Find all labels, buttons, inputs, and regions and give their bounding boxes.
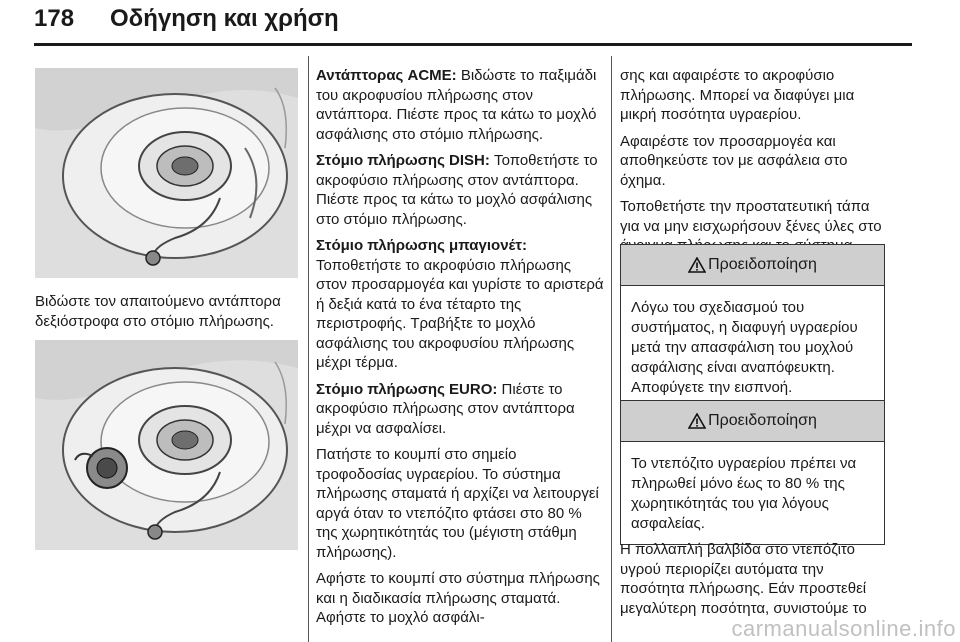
paragraph-bayonet [316, 236, 604, 373]
warning-text: Το ντεπόζιτο υγραερίου πρέπει να πληρωθεί μόνο έως το 80 % της χωρητικότητάς του για λόγους ασφαλείας. [631, 455, 857, 532]
page-header [34, 2, 914, 38]
paragraph-euro [316, 380, 604, 439]
warning-box [620, 244, 885, 409]
page-number: 178 [34, 5, 75, 32]
warning-title: Προειδοποίηση [708, 256, 817, 273]
column-divider [611, 56, 612, 642]
warning-box [620, 400, 885, 545]
paragraph-text: Βιδώστε το παξιμάδι του ακροφυσίου πλήρωσης στον αντάπτορα. Πιέστε προς τα κάτω το μοχλό ασφάλισης στο στόμιο πλήρωσης. [316, 67, 597, 143]
column-divider [308, 56, 309, 642]
paragraph-heading: Στόμιο πλήρωσης EURO: [316, 380, 498, 398]
paragraph-release-button [316, 569, 604, 628]
figure-caption: Βιδώστε τον απαιτούμενο αντάπτορα δεξιόστροφα στο στόμιο πλήρωσης. [35, 293, 281, 330]
header-rule [34, 43, 912, 46]
paragraph-heading: Στόμιο πλήρωσης μπαγιονέτ: [316, 237, 527, 254]
paragraph-dish [316, 151, 604, 229]
paragraph-press-button [316, 445, 604, 562]
paragraph-text: Τοποθετήστε το ακροφύσιο πλήρωσης στον προσαρμογέα και γυρίστε το αριστερά ή δεξιά κατά το ένα τέταρτο της περιστροφής. Τραβήξτε το μοχλό ασφάλισης του ακροφυσίου πλήρωσης μέχρι τέρμα. [316, 256, 604, 371]
paragraph-heading: Στόμιο πλήρωσης DISH: [316, 152, 490, 169]
paragraph-remove-nozzle: σης και αφαιρέστε το ακροφύσιο πλήρωσης. Μπορεί να διαφύγει μια μικρή ποσότητα υγραερίου. [620, 67, 855, 123]
warning-triangle-icon [688, 257, 706, 273]
fuel-filler-illustration [35, 340, 298, 550]
paragraph-multivalve: Η πολλαπλή βαλβίδα στο ντεπόζιτο υγρού περιορίζει αυτόματα την ποσότητα πλήρωσης. Εάν προστεθεί μεγαλύτερη ποσότητα, συνιστούμε το [620, 541, 867, 617]
warning-header [621, 245, 884, 286]
warning-header [621, 401, 884, 442]
right-column-bottom [620, 540, 888, 625]
paragraph-protective-cap: Τοποθετήστε την προστατευτική τάπα για να μην εισχωρήσουν ξένες ύλες στο [620, 198, 882, 235]
figure-fuel-filler-adapter-top [35, 68, 298, 278]
middle-column [316, 66, 604, 635]
paragraph-acme [316, 66, 604, 144]
paragraph-remove-adapter: Αφαιρέστε τον προσαρμογέα και αποθηκεύστε τον με ασφάλεια στο όχημα. [620, 132, 848, 189]
warning-text: Λόγω του σχεδιασμού του συστήματος, η διαφυγή υγραερίου μετά την απασφάλιση του μοχλού ασφάλισης είναι αναπόφευκτη. Αποφύγετε την εισπνοή. [631, 299, 858, 396]
page-title: Οδήγηση και χρήση [110, 5, 339, 32]
paragraph-text: Πιέστε το ακροφύσιο πλήρωσης στον αντάπτορα μέχρι να ασφαλίσει. [316, 380, 575, 437]
paragraph-text: Πατήστε το κουμπί στο σημείο τροφοδοσίας υγραερίου. Το σύστημα πλήρωσης σταματά ή αρχίζει να λειτουργεί αργά όταν το ντεπόζιτο φτάσει στο 80 % της χωρητικότητάς του (μέγιστη στάθμη πλήρωσης). [316, 446, 599, 561]
watermark: carmanualsonline.info [731, 616, 956, 641]
warning-title: Προειδοποίηση [708, 412, 817, 429]
warning-triangle-icon [688, 413, 706, 429]
paragraph-text: Τοποθετήστε το ακροφύσιο πλήρωσης στον αντάπτορα. Πιέστε προς τα κάτω το μοχλό ασφάλισης στο στόμιο πλήρωσης. [316, 152, 598, 228]
paragraph-text: Αφήστε το κουμπί στο σύστημα πλήρωσης και η διαδικασία πλήρωσης σταματά. Αφήστε το μοχλό ασφάλι- [316, 570, 600, 626]
right-column-top [620, 66, 888, 263]
paragraph-heading: Αντάπτορας ACME: [316, 67, 457, 84]
fuel-filler-illustration [35, 68, 298, 278]
figure-fuel-filler-adapter-bottom [35, 340, 298, 550]
